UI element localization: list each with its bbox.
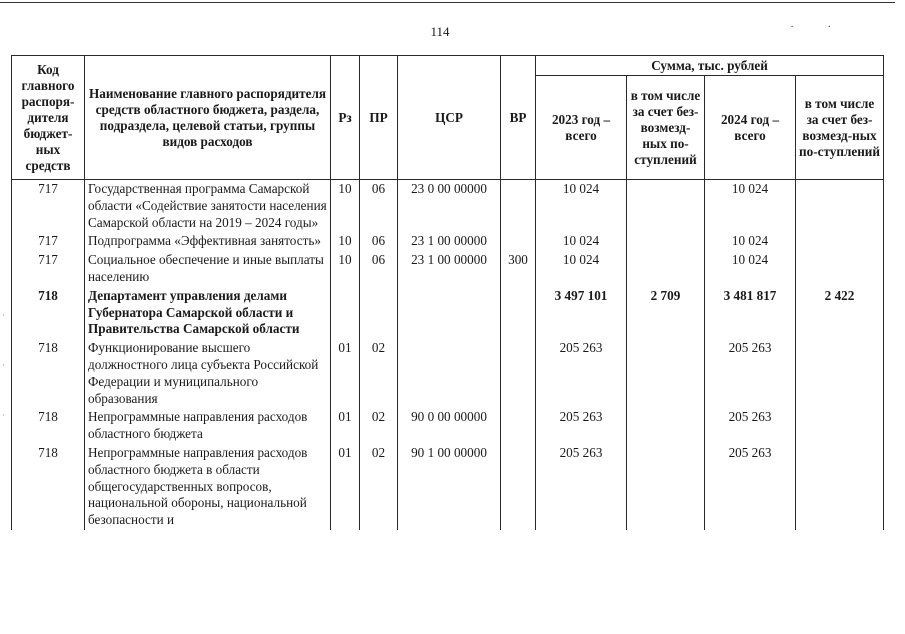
cell-code: 718 [12, 287, 85, 339]
cell-2023-free [627, 444, 705, 530]
cell-2024-total: 205 263 [705, 444, 796, 530]
cell-2024-free [796, 232, 884, 251]
cell-code: 717 [12, 232, 85, 251]
table-row [12, 444, 884, 530]
cell-2024-free [796, 408, 884, 444]
cell-vr [501, 408, 536, 444]
budget-table [11, 55, 884, 530]
cell-name: Социальное обеспечение и иные выплаты населению [85, 251, 331, 287]
cell-2024-free: 2 422 [796, 287, 884, 339]
header-2023-free: в том числе за счет без-возмезд-ных по-ступлений [627, 76, 705, 180]
cell-rz [331, 287, 360, 339]
cell-csr: 23 0 00 00000 [398, 180, 501, 233]
cell-name: Функционирование высшего должностного лица субъекта Российской Федерации и муниципального образования [85, 339, 331, 408]
cell-2023-free [627, 251, 705, 287]
cell-csr [398, 339, 501, 408]
cell-name: Департамент управления делами Губернатора Самарской области и Правительства Самарской области [85, 287, 331, 339]
cell-2023-total: 3 497 101 [536, 287, 627, 339]
cell-2024-total: 205 263 [705, 339, 796, 408]
header-2024-free: в том числе за счет без-возмезд-ных по-ступлений [796, 76, 884, 180]
header-vr: ВР [501, 56, 536, 180]
cell-2023-free [627, 408, 705, 444]
table-row [12, 408, 884, 444]
cell-rz: 10 [331, 180, 360, 233]
cell-csr: 90 0 00 00000 [398, 408, 501, 444]
header-2024-total: 2024 год – всего [705, 76, 796, 180]
cell-2024-total: 205 263 [705, 408, 796, 444]
header-sum-group: Сумма, тыс. рублей [536, 56, 884, 76]
scan-margin-marks: · · · [2, 310, 5, 420]
top-rule [0, 2, 895, 3]
cell-pr: 02 [360, 339, 398, 408]
cell-2024-total: 3 481 817 [705, 287, 796, 339]
page-number: 114 [430, 24, 450, 39]
header-name: Наименование главного распорядителя средств областного бюджета, раздела, подраздела, целевой статьи, группы видов расходов [85, 56, 331, 180]
table-body [12, 180, 884, 530]
header-2023-total: 2023 год – всего [536, 76, 627, 180]
cell-rz: 01 [331, 408, 360, 444]
cell-code: 718 [12, 408, 85, 444]
cell-pr: 06 [360, 232, 398, 251]
cell-name: Непрограммные направления расходов областного бюджета [85, 408, 331, 444]
cell-name: Подпрограмма «Эффективная занятость» [85, 232, 331, 251]
header-rz: Рз [331, 56, 360, 180]
cell-2024-free [796, 180, 884, 233]
cell-2024-free [796, 339, 884, 408]
cell-vr [501, 339, 536, 408]
header-csr: ЦСР [398, 56, 501, 180]
cell-2023-total: 10 024 [536, 180, 627, 233]
header-code: Код главного распоря-дителя бюджет-ных средств [12, 56, 85, 180]
cell-vr [501, 444, 536, 530]
table-row [12, 180, 884, 233]
table-row [12, 232, 884, 251]
cell-2023-free [627, 339, 705, 408]
cell-csr: 23 1 00 00000 [398, 232, 501, 251]
scan-specks: ·· [790, 22, 865, 33]
table-row [12, 251, 884, 287]
cell-csr: 90 1 00 00000 [398, 444, 501, 530]
cell-code: 718 [12, 339, 85, 408]
cell-name: Государственная программа Самарской области «Содействие занятости населения Самарской области на 2019 – 2024 годы» [85, 180, 331, 233]
cell-2024-free [796, 444, 884, 530]
cell-csr: 23 1 00 00000 [398, 251, 501, 287]
cell-2023-free [627, 232, 705, 251]
cell-rz: 10 [331, 232, 360, 251]
table-header [12, 56, 884, 180]
cell-rz: 10 [331, 251, 360, 287]
cell-2023-total: 205 263 [536, 408, 627, 444]
cell-code: 718 [12, 444, 85, 530]
table-row [12, 287, 884, 339]
cell-code: 717 [12, 251, 85, 287]
cell-2024-total: 10 024 [705, 180, 796, 233]
cell-vr [501, 287, 536, 339]
cell-csr [398, 287, 501, 339]
cell-pr: 02 [360, 444, 398, 530]
cell-pr: 02 [360, 408, 398, 444]
cell-2023-free: 2 709 [627, 287, 705, 339]
cell-name: Непрограммные направления расходов областного бюджета в области общегосударственных вопросов, национальной обороны, национальной безопасности и [85, 444, 331, 530]
cell-rz: 01 [331, 444, 360, 530]
cell-rz: 01 [331, 339, 360, 408]
cell-2024-free [796, 251, 884, 287]
cell-2023-total: 205 263 [536, 339, 627, 408]
cell-pr: 06 [360, 251, 398, 287]
cell-2023-total: 10 024 [536, 251, 627, 287]
cell-2024-total: 10 024 [705, 251, 796, 287]
cell-vr [501, 232, 536, 251]
cell-vr: 300 [501, 251, 536, 287]
cell-vr [501, 180, 536, 233]
cell-2024-total: 10 024 [705, 232, 796, 251]
cell-2023-total: 10 024 [536, 232, 627, 251]
header-pr: ПР [360, 56, 398, 180]
cell-2023-total: 205 263 [536, 444, 627, 530]
cell-code: 717 [12, 180, 85, 233]
cell-pr [360, 287, 398, 339]
cell-pr: 06 [360, 180, 398, 233]
cell-2023-free [627, 180, 705, 233]
table-row [12, 339, 884, 408]
